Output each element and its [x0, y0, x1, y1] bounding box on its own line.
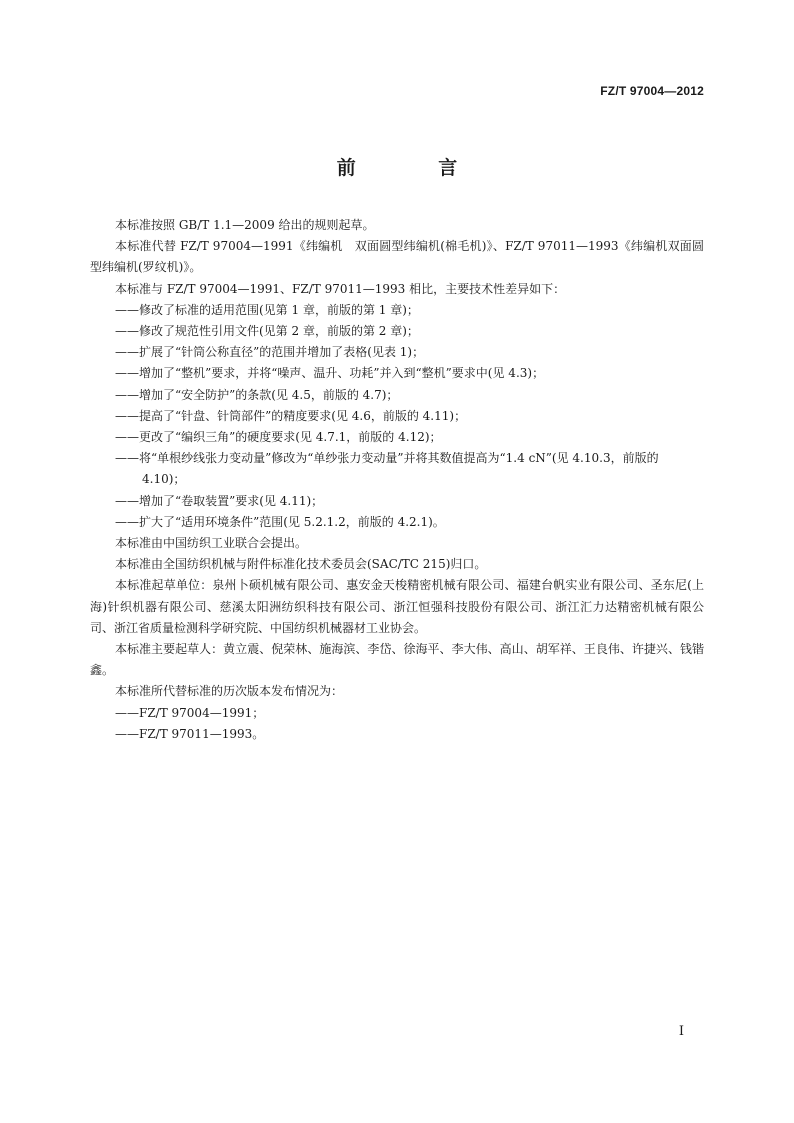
list-item: ——扩展了“针筒公称直径”的范围并增加了表格(见表 1)； — [115, 345, 425, 360]
standard-code: FZ/T 97004—2012 — [600, 84, 704, 98]
list-item: ——修改了规范性引用文件(见第 2 章，前版的第 2 章)； — [115, 324, 419, 339]
list-item: ——修改了标准的适用范围(见第 1 章，前版的第 1 章)； — [115, 302, 419, 317]
paragraph: 本标准主要起草人：黄立震、倪荣林、施海滨、李岱、徐海平、李大伟、高山、胡军祥、王良伟、许捷兴、钱锴鑫。 — [90, 642, 704, 678]
list-item: ——增加了“安全防护”的条款(见 4.5，前版的 4.7)； — [115, 387, 399, 402]
list-item: ——增加了“卷取装置”要求(见 4.11)； — [115, 493, 324, 508]
paragraph: 本标准按照 GB/T 1.1—2009 给出的规则起草。 — [115, 218, 375, 232]
list-item: ——扩大了“适用环境条件”范围(见 5.2.1.2，前版的 4.2.1)。 — [115, 514, 445, 529]
page-number: I — [678, 1024, 684, 1039]
page-title: 前 言 — [336, 157, 496, 179]
paragraph: 本标准所代替标准的历次版本发布情况为： — [115, 684, 344, 699]
list-item: ——增加了“整机”要求，并将“噪声、温升、功耗”并入到“整机”要求中(见 4.3)； — [115, 366, 545, 381]
foreword-body — [90, 215, 704, 745]
list-item: ——提高了“针盘、针筒部件”的精度要求(见 4.6，前版的 4.11)； — [115, 408, 467, 423]
paragraph: 本标准由全国纺织机械与附件标准化技术委员会(SAC/TC 215)归口。 — [115, 557, 487, 572]
paragraph: 本标准与 FZ/T 97004—1991、FZ/T 97011—1993 相比，主要技术性差异如下： — [115, 281, 566, 296]
list-item: ——更改了“编织三角”的硬度要求(见 4.7.1，前版的 4.12)； — [115, 430, 442, 445]
paragraph: 本标准代替 FZ/T 97004—1991《纬编机 双面圆型纬编机(棉毛机)》、FZ/T 97011—1993《纬编机双面圆型纬编机(罗纹机)》。 — [90, 239, 704, 275]
paragraph: 本标准由中国纺织工业联合会提出。 — [115, 536, 308, 551]
list-item: ——FZ/T 97004—1991； — [115, 705, 265, 720]
list-item: ——FZ/T 97011—1993。 — [115, 726, 265, 741]
paragraph: 本标准起草单位：泉州卜硕机械有限公司、惠安金天梭精密机械有限公司、福建台帆实业有限公司、圣东尼(上海)针织机器有限公司、慈溪太阳洲纺织科技有限公司、浙江恒强科技股份有限公司、浙江汇力达精密机械有限公司、浙江省质量检测科学研究院、中国纺织机械器材工业协会。 — [90, 578, 704, 635]
list-item: ——将“单根纱线张力变动量”修改为“单纱张力变动量”并将其数值提高为“1.4 cN”(见 4.10.3，前版的 4.10)； — [115, 451, 659, 487]
